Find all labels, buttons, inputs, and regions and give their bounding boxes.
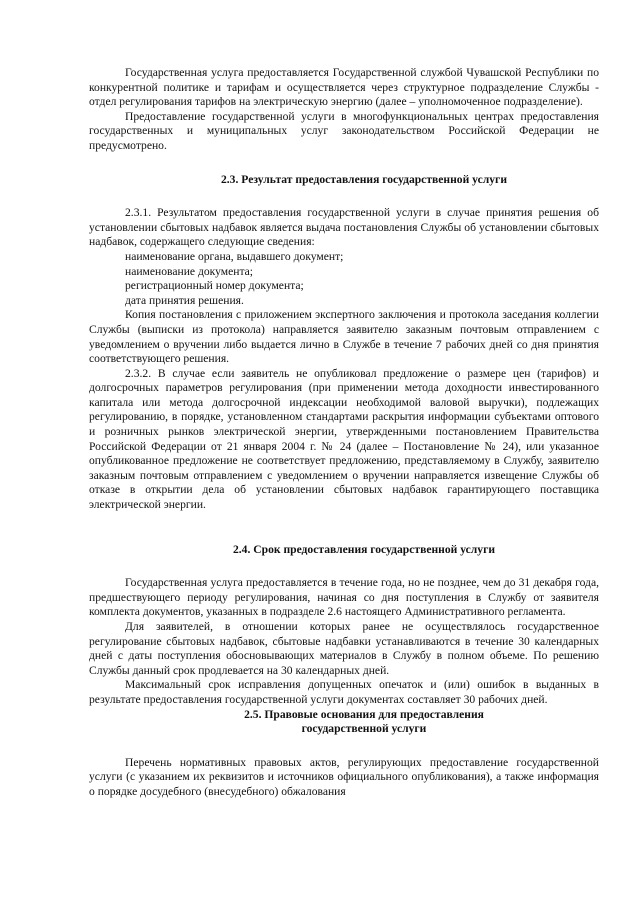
- copy-paragraph: Копия постановления с приложением экспертного заключения и протокола заседания коллегии Службы (выписки из протокола) направляется заявителю заказным почтовым отправлением с уведомлением о вручении либо выдается лично в Службе в течение 7 рабочих дней со дня принятия соответствующего решения.: [89, 308, 599, 366]
- section-2-5-heading-line-2: государственной услуги: [301, 722, 427, 736]
- list-item: наименование органа, выдавшего документ;: [125, 249, 344, 263]
- list-item: дата принятия решения.: [125, 293, 244, 307]
- section-2-5-heading: [89, 708, 599, 737]
- term-paragraph-3: Максимальный срок исправления допущенных опечаток и (или) ошибок в выданных в результате предоставления государственной услуги документах составляет 30 рабочих дней.: [89, 678, 599, 706]
- section-2-3-2-paragraph: 2.3.2. В случае если заявитель не опубликовал предложение о размере цен (тарифов) и долгосрочных параметров регулирования (при применении метода доходности инвестированного капитала или метода долгосрочной индексации необходимой валовой выручки), подлежащих регулированию, в порядке, установленном стандартами раскрытия информации субъектами оптового и розничных рынков электрической энергии, утвержденными постановлением Правительства Российской Федерации от 21 января 2004 г. № 24 (далее – Постановление № 24), или указанное опубликованное предложение не соответствует предложению, представляемому в Службу, заявителю заказным почтовым отправлением с уведомлением о вручении направляется извещение Службы об отказе в открытии дела об установлении сбытовых надбавок гарантирующего поставщика электрической энергии.: [89, 366, 599, 512]
- list-item: наименование документа;: [125, 264, 254, 278]
- section-2-5-heading-line-1: 2.5. Правовые основания для предоставления: [244, 707, 484, 721]
- term-paragraph-1: Государственная услуга предоставляется в течение года, но не позднее, чем до 31 декабря года, предшествующего периоду регулирования, начиная со дня поступления в Службу от заявителя комплекта документов, указанных в подразделе 2.6 настоящего Административного регламента.: [89, 576, 599, 619]
- details-list: [89, 250, 599, 308]
- section-2-3-1-paragraph: 2.3.1. Результатом предоставления государственной услуги в случае принятия решения об установлении сбытовых надбавок является выдача постановления Службы об установлении сбытовых надбавок, содержащего следующие сведения:: [89, 206, 599, 249]
- term-paragraph-2: Для заявителей, в отношении которых ранее не осуществлялось государственное регулирование сбытовых надбавок, сбытовые надбавки устанавливаются в течение 30 календарных дней с даты поступления обосновывающих материалов в Службу в полном объеме. По решению Службы данный срок продлевается на 30 календарных дней.: [89, 620, 599, 677]
- list-item: регистрационный номер документа;: [125, 279, 304, 293]
- legal-basis-paragraph: Перечень нормативных правовых актов, регулирующих предоставление государственной услуги (с указанием их реквизитов и источников официального опубликования), а также информация о порядке досудебного (внесудебного) обжалования: [89, 755, 599, 798]
- section-2-4-heading: 2.4. Срок предоставления государственной услуги: [232, 542, 496, 556]
- intro-paragraph-1: Государственная услуга предоставляется Государственной службой Чувашской Республики по конкурентной политике и тарифам и осуществляется через структурное подразделение Службы - отдел регулирования тарифов на электрическую энергию (далее – уполномоченное подразделение).: [89, 66, 599, 109]
- section-2-3-heading: 2.3. Результат предоставления государственной услуги: [220, 172, 507, 186]
- intro-paragraph-2: Предоставление государственной услуги в многофункциональных центрах предоставления государственных и муниципальных услуг законодательством Российской Федерации не предусмотрено.: [89, 109, 599, 152]
